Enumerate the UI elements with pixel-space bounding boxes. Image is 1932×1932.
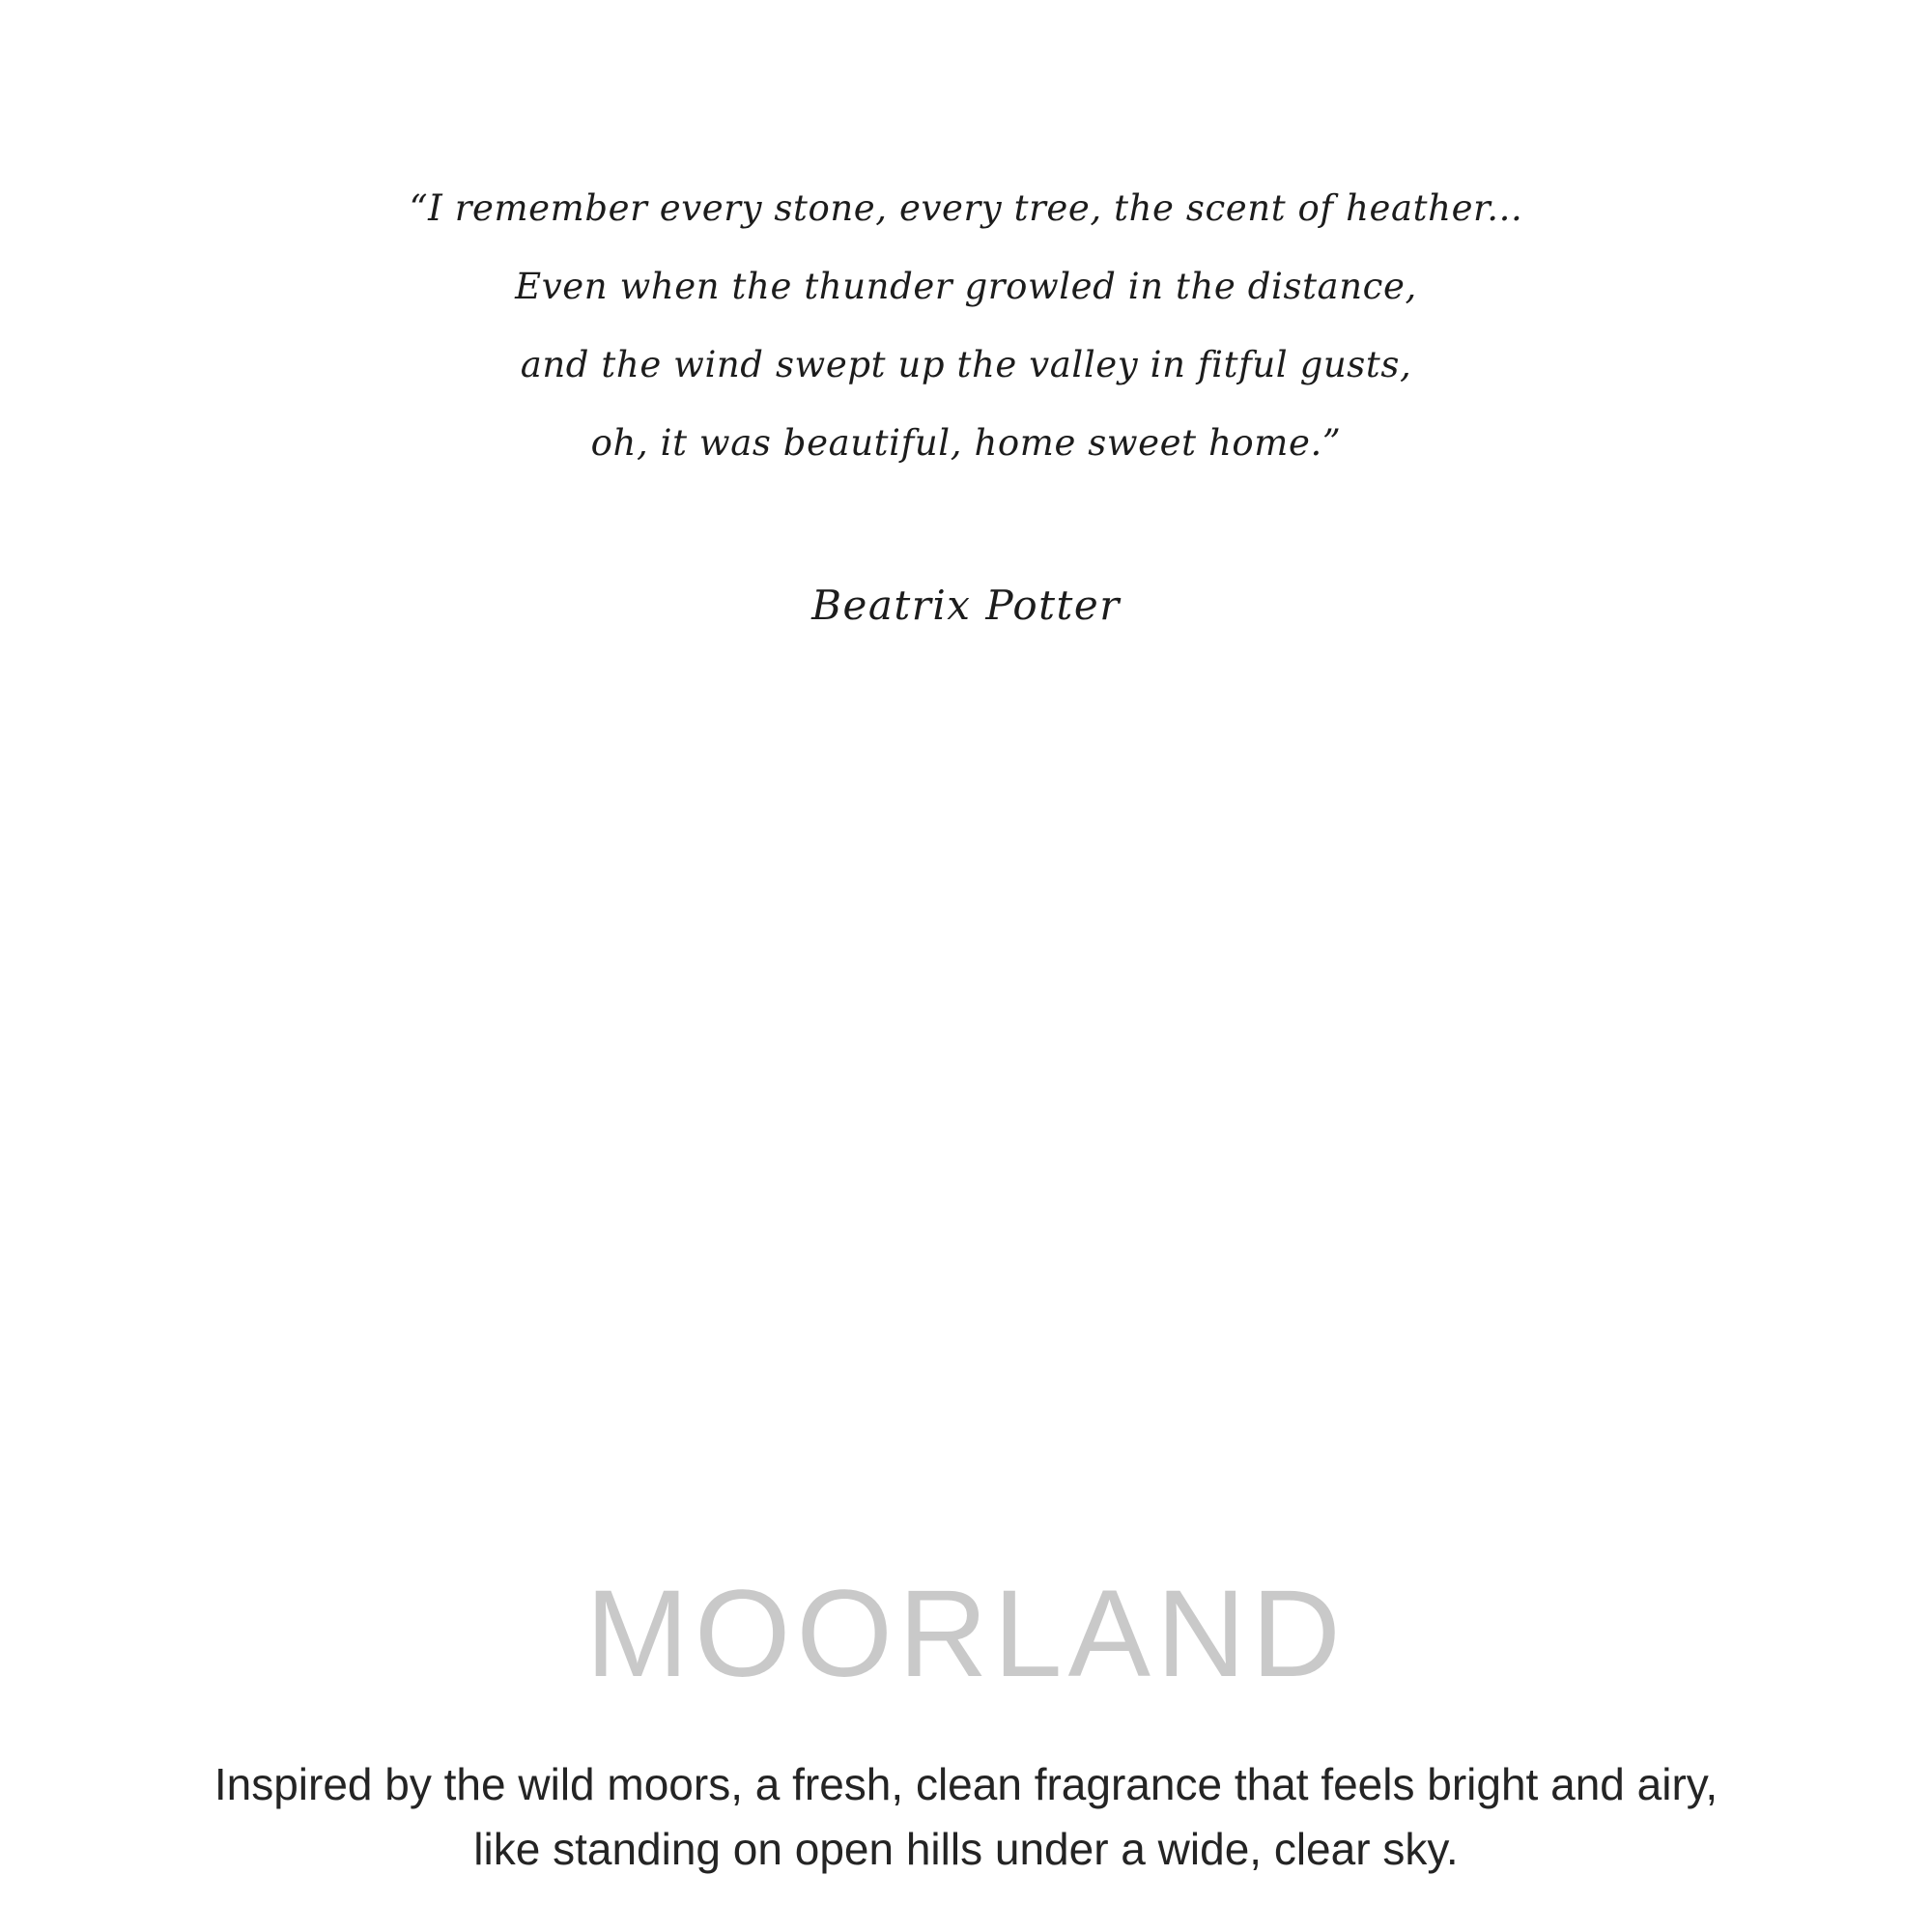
quote-line-3: and the wind swept up the valley in fitful gusts, xyxy=(520,344,1412,385)
product-title: MOORLAND xyxy=(585,1565,1347,1703)
product-block xyxy=(0,1565,1932,1882)
quote-attribution: Beatrix Potter xyxy=(811,582,1121,629)
quote-line-2: Even when the thunder growled in the distance, xyxy=(515,266,1417,307)
product-description: Inspired by the wild moors, a fresh, clean fragrance that feels bright and airy, like standing on open hills under a wide, clear sky. xyxy=(213,1759,1719,1874)
quote-line-1: “I remember every stone, every tree, the scent of heather... xyxy=(409,187,1523,229)
quote-block xyxy=(0,169,1932,633)
quote-line-4: oh, it was beautiful, home sweet home.” xyxy=(590,422,1342,464)
